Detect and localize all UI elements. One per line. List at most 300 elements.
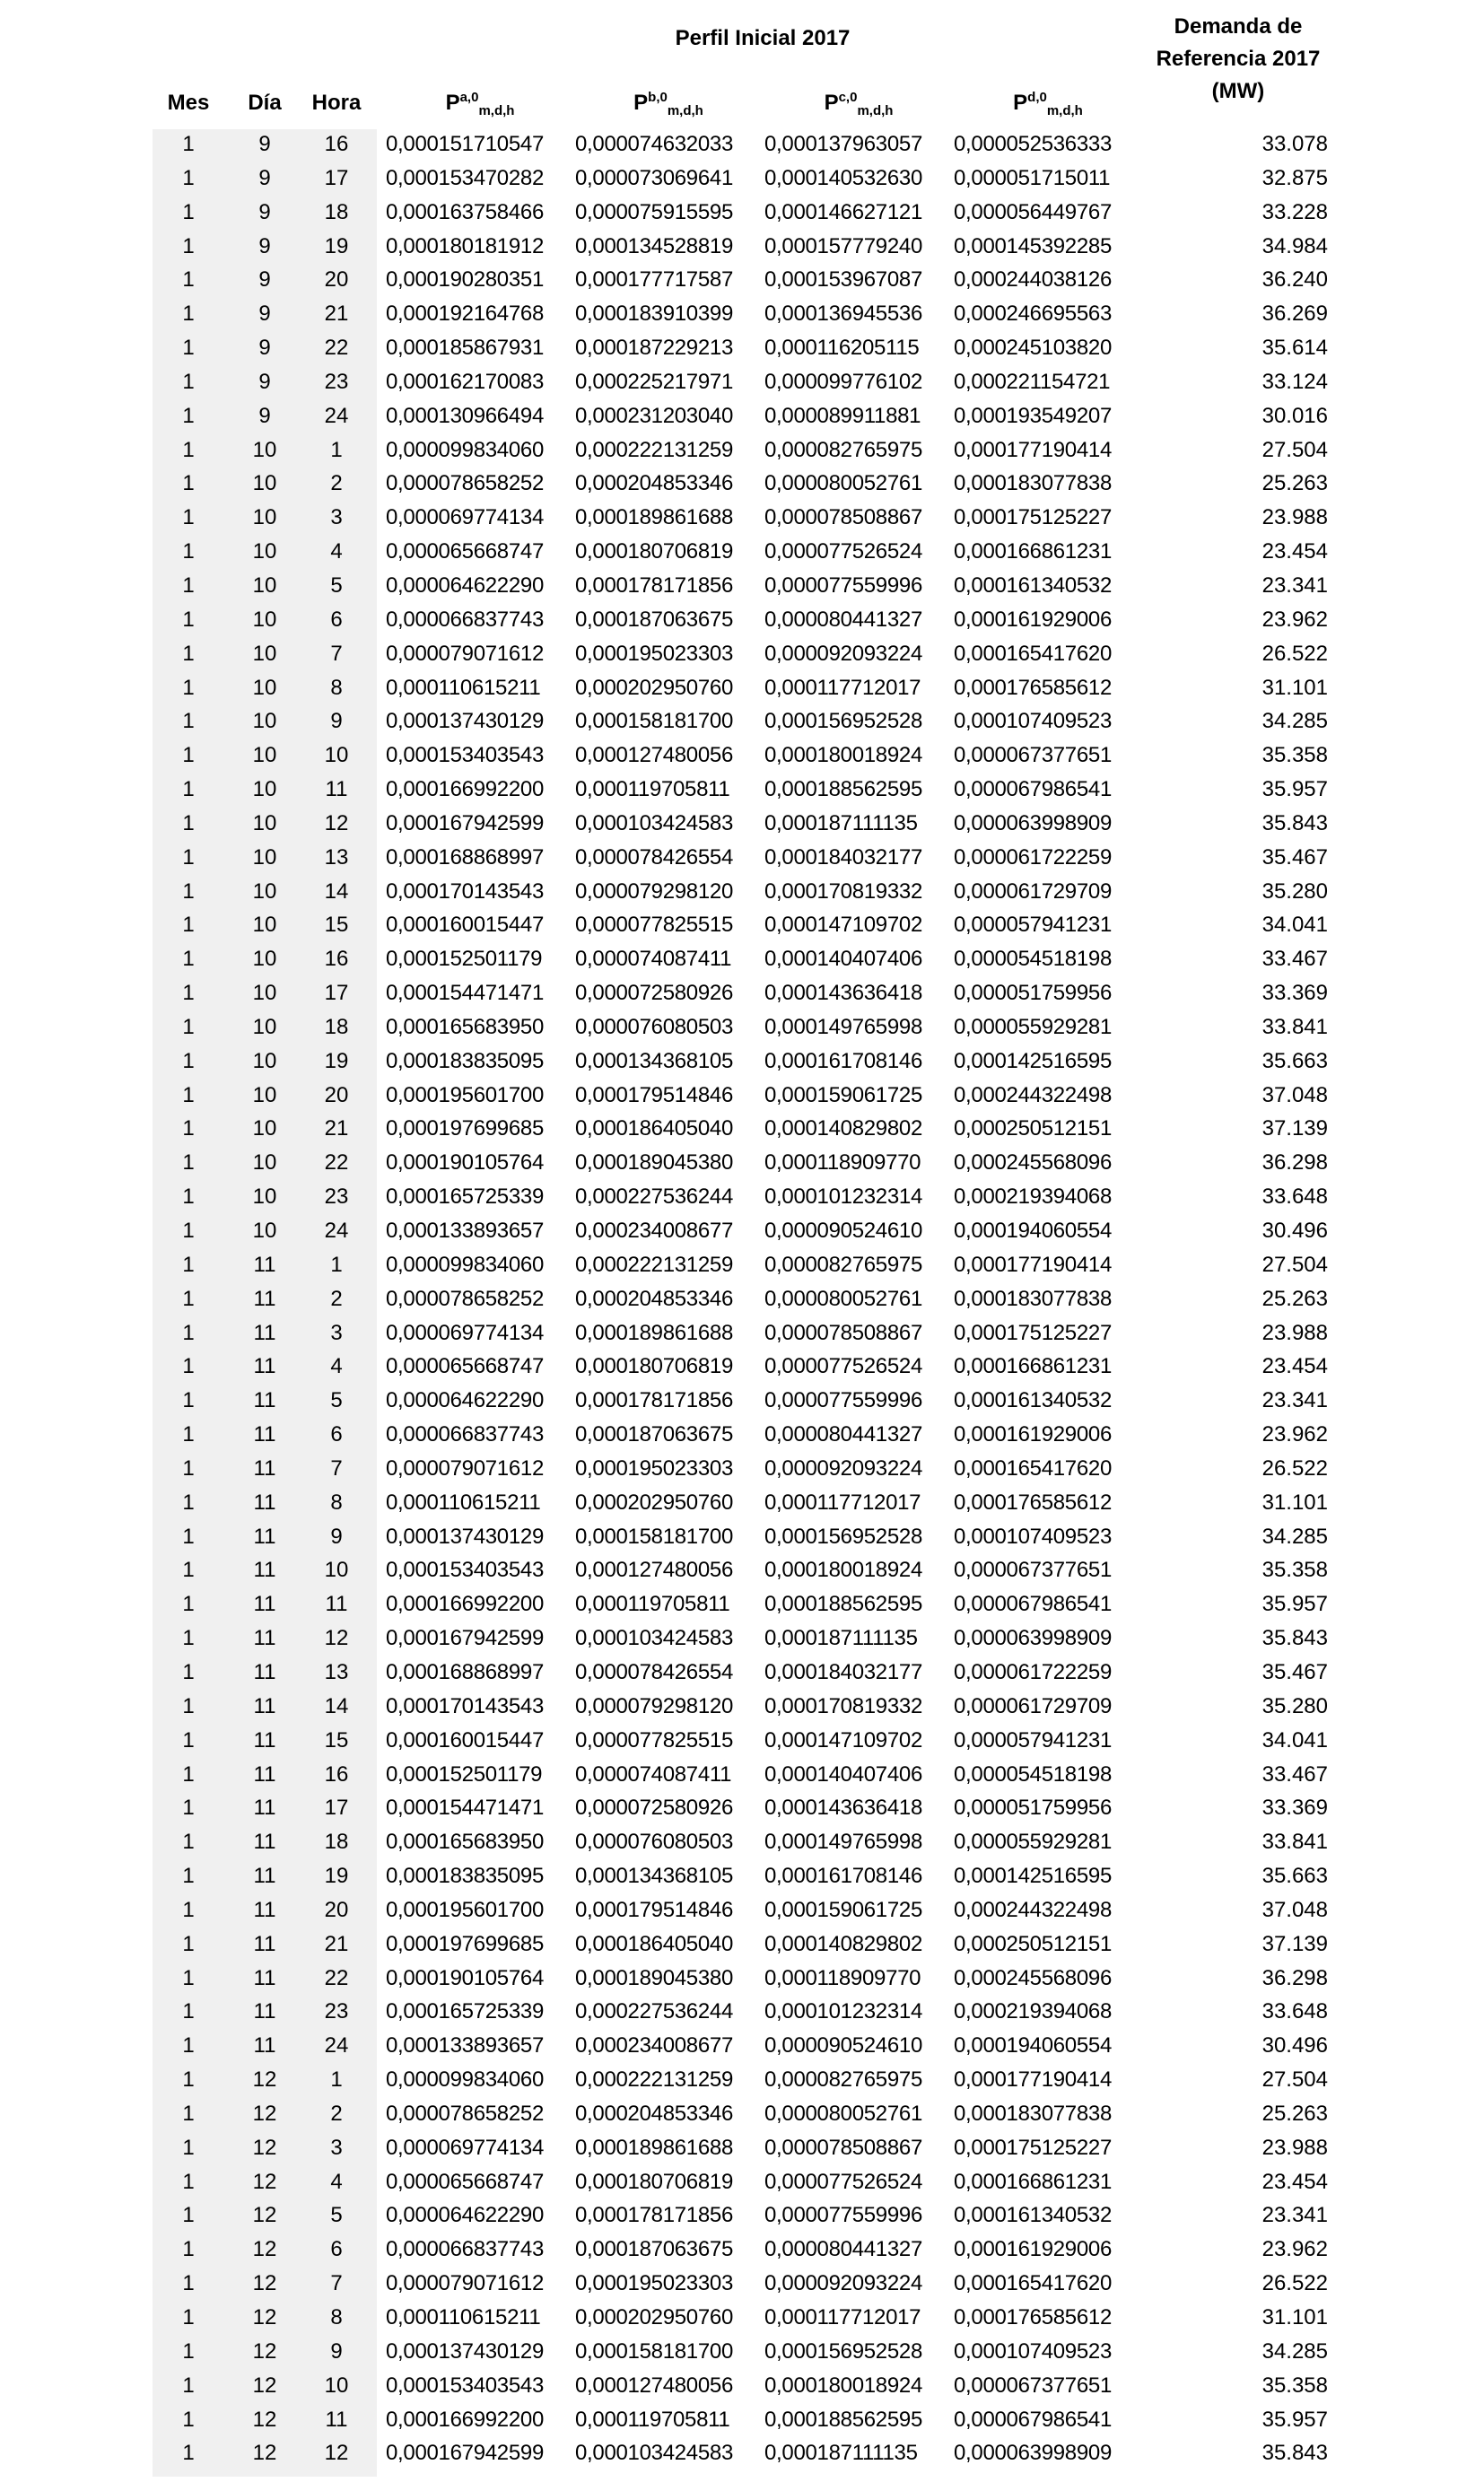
cell-demanda: 37.048: [1261, 1082, 1328, 1107]
cell-mes: 1: [182, 743, 195, 768]
cell-mes: 1: [182, 675, 195, 700]
cell-pc: 0,000078508867: [764, 1320, 922, 1345]
cell-mes: 1: [182, 572, 195, 598]
cell-pb: 0,000158181700: [575, 2338, 733, 2364]
cell-pb: 0,000079298120: [575, 1693, 733, 1718]
cell-demanda: 33.467: [1261, 947, 1328, 972]
cell-demanda: 25.263: [1261, 471, 1328, 496]
cell-mes: 1: [182, 1048, 195, 1073]
cell-pc: 0,000117712017: [764, 1490, 921, 1515]
cell-pc: 0,000080052761: [764, 2101, 922, 2126]
cell-pd: 0,000161929006: [954, 2237, 1112, 2262]
cell-pc: 0,000170819332: [764, 1693, 922, 1718]
table-row: [0, 1962, 1484, 1996]
cell-pa: 0,000190105764: [386, 1965, 544, 1990]
table-row: [0, 1180, 1484, 1214]
cell-demanda: 26.522: [1261, 641, 1328, 666]
cell-dia: 10: [252, 539, 277, 564]
cell-dia: 11: [253, 1965, 276, 1990]
cell-mes: 1: [182, 471, 195, 496]
cell-pc: 0,000092093224: [764, 2271, 922, 2296]
pa-base: P: [445, 91, 460, 115]
cell-pc: 0,000080052761: [764, 471, 922, 496]
cell-pa: 0,000066837743: [386, 1422, 544, 1447]
cell-pc: 0,000080441327: [764, 1422, 922, 1447]
cell-pd: 0,000055929281: [954, 1014, 1112, 1039]
cell-pb: 0,000234008677: [575, 1219, 733, 1243]
cell-pc: 0,000170819332: [764, 878, 922, 904]
cell-dia: 11: [253, 1252, 276, 1277]
cell-hora: 21: [324, 1931, 349, 1956]
table-row: [0, 1146, 1484, 1180]
cell-pa: 0,000185867931: [386, 336, 544, 361]
table-row: [0, 1282, 1484, 1316]
table-row: [0, 1079, 1484, 1113]
cell-dia: 11: [253, 1693, 276, 1718]
cell-pb: 0,000179514846: [575, 1897, 733, 1922]
cell-hora: 15: [324, 913, 349, 938]
demand-header: [1130, 11, 1346, 108]
cell-pb: 0,000079298120: [575, 878, 733, 904]
cell-demanda: 34.984: [1261, 233, 1328, 258]
cell-pc: 0,000149765998: [764, 1830, 922, 1855]
pa-superscript: a,0: [459, 90, 479, 105]
cell-pa: 0,000168868997: [386, 1659, 544, 1684]
cell-demanda: 27.504: [1261, 437, 1328, 462]
cell-mes: 1: [182, 1354, 195, 1379]
cell-pc: 0,000161708146: [764, 1864, 922, 1889]
cell-pd: 0,000055929281: [954, 1830, 1112, 1855]
cell-pb: 0,000076080503: [575, 1830, 733, 1855]
cell-hora: 23: [324, 1184, 349, 1210]
cell-hora: 18: [324, 1014, 349, 1039]
cell-pa: 0,000069774134: [386, 2135, 544, 2160]
cell-dia: 9: [258, 132, 271, 156]
cell-pd: 0,000244038126: [954, 267, 1112, 293]
cell-hora: 22: [324, 1150, 349, 1176]
cell-dia: 11: [253, 1524, 276, 1549]
cell-pc: 0,000187111135: [764, 1626, 918, 1651]
cell-dia: 12: [252, 2373, 277, 2398]
cell-hora: 12: [324, 810, 349, 835]
table-row: [0, 637, 1484, 671]
cell-pd: 0,000175125227: [954, 505, 1112, 530]
cell-pa: 0,000151710547: [386, 132, 544, 156]
cell-pa: 0,000166992200: [386, 777, 544, 802]
cell-pa: 0,000152501179: [386, 947, 543, 972]
cell-demanda: 37.048: [1261, 1897, 1328, 1922]
table-row: [0, 704, 1484, 739]
cell-pb: 0,000204853346: [575, 471, 733, 496]
demand-header-line3: (MW): [1211, 79, 1265, 103]
pd-subscript: m,d,h: [1046, 103, 1083, 118]
cell-hora: 16: [324, 132, 349, 156]
cell-pb: 0,000234008677: [575, 2033, 733, 2058]
cell-mes: 1: [182, 844, 195, 870]
cell-pc: 0,000180018924: [764, 1558, 922, 1583]
table-row: [0, 1724, 1484, 1758]
cell-dia: 11: [253, 1931, 276, 1956]
cell-pc: 0,000080441327: [764, 2237, 922, 2262]
cell-dia: 11: [253, 1864, 276, 1889]
table-row: [0, 603, 1484, 637]
cell-pc: 0,000140407406: [764, 947, 922, 972]
cell-pd: 0,000166861231: [954, 1354, 1112, 1379]
cell-pa: 0,000079071612: [386, 1455, 544, 1481]
table-row: [0, 2097, 1484, 2131]
cell-dia: 10: [252, 947, 277, 972]
cell-demanda: 23.454: [1261, 539, 1328, 564]
table-row: [0, 2403, 1484, 2437]
cell-mes: 1: [182, 777, 195, 802]
cell-pa: 0,000163758466: [386, 199, 544, 224]
cell-demanda: 23.962: [1261, 607, 1328, 632]
cell-pd: 0,000063998909: [954, 1626, 1112, 1651]
cell-pc: 0,000187111135: [764, 2441, 918, 2466]
cell-dia: 11: [253, 1490, 276, 1515]
cell-dia: 9: [258, 369, 271, 394]
table-row: [0, 2131, 1484, 2165]
cell-dia: 12: [252, 2441, 277, 2466]
table-row: [0, 196, 1484, 230]
cell-demanda: 25.263: [1261, 2101, 1328, 2126]
cell-demanda: 23.962: [1261, 2237, 1328, 2262]
cell-dia: 9: [258, 302, 271, 327]
cell-pb: 0,000222131259: [575, 437, 733, 462]
cell-mes: 1: [182, 1727, 195, 1752]
cell-demanda: 35.280: [1261, 1693, 1328, 1718]
cell-pb: 0,000180706819: [575, 539, 733, 564]
cell-demanda: 35.358: [1261, 743, 1328, 768]
cell-demanda: 31.101: [1261, 1490, 1328, 1515]
cell-pd: 0,000221154721: [954, 369, 1111, 394]
cell-pd: 0,000175125227: [954, 1320, 1112, 1345]
cell-mes: 1: [182, 1422, 195, 1447]
cell-demanda: 35.957: [1261, 2407, 1328, 2432]
cell-demanda: 25.263: [1261, 1286, 1328, 1311]
cell-pc: 0,000077526524: [764, 539, 922, 564]
cell-dia: 11: [253, 1659, 276, 1684]
cell-demanda: 35.843: [1261, 1626, 1328, 1651]
cell-hora: 21: [324, 1116, 349, 1141]
cell-dia: 11: [253, 1422, 276, 1447]
cell-pa: 0,000154471471: [386, 1796, 544, 1821]
cell-mes: 1: [182, 132, 195, 156]
cell-demanda: 26.522: [1261, 2271, 1328, 2296]
cell-demanda: 33.467: [1261, 1761, 1328, 1787]
cell-pa: 0,000170143543: [386, 1693, 544, 1718]
cell-pb: 0,000103424583: [575, 1626, 733, 1651]
table-row: [0, 875, 1484, 909]
cell-pc: 0,000082765975: [764, 2067, 922, 2093]
cell-pa: 0,000168868997: [386, 844, 544, 870]
cell-hora: 4: [330, 2169, 343, 2194]
cell-hora: 17: [324, 165, 349, 190]
cell-hora: 15: [324, 1727, 349, 1752]
cell-pd: 0,000107409523: [954, 2338, 1112, 2364]
cell-pa: 0,000153403543: [386, 743, 544, 768]
cell-pa: 0,000078658252: [386, 471, 544, 496]
cell-pa: 0,000110615211: [386, 1490, 541, 1515]
cell-pb: 0,000074087411: [575, 947, 732, 972]
cell-demanda: 23.962: [1261, 1422, 1328, 1447]
cell-demanda: 35.614: [1261, 336, 1328, 361]
cell-dia: 11: [253, 1455, 276, 1481]
table-row: [0, 841, 1484, 875]
cell-pc: 0,000136945536: [764, 302, 922, 327]
cell-pc: 0,000140829802: [764, 1931, 922, 1956]
table-row: [0, 1316, 1484, 1350]
cell-pd: 0,000063998909: [954, 810, 1112, 835]
cell-pc: 0,000159061725: [764, 1082, 922, 1107]
cell-demanda: 27.504: [1261, 1252, 1328, 1277]
cell-mes: 1: [182, 1558, 195, 1583]
cell-demanda: 35.280: [1261, 878, 1328, 904]
cell-pc: 0,000188562595: [764, 2407, 922, 2432]
cell-dia: 9: [258, 199, 271, 224]
table-row: [0, 2233, 1484, 2267]
cell-mes: 1: [182, 878, 195, 904]
cell-pc: 0,000140829802: [764, 1116, 922, 1141]
cell-pb: 0,000180706819: [575, 2169, 733, 2194]
cell-demanda: 30.496: [1261, 2033, 1328, 2058]
cell-dia: 11: [253, 1626, 276, 1651]
cell-pa: 0,000133893657: [386, 1219, 544, 1243]
cell-hora: 2: [330, 471, 343, 496]
cell-dia: 9: [258, 165, 271, 190]
cell-demanda: 33.369: [1261, 1796, 1328, 1821]
cell-pa: 0,000152501179: [386, 1761, 543, 1787]
column-header-pb: [574, 90, 763, 117]
cell-demanda: 26.522: [1261, 1455, 1328, 1481]
cell-hora: 22: [324, 336, 349, 361]
cell-hora: 2: [330, 1286, 343, 1311]
table-row: [0, 1893, 1484, 1927]
table-row: [0, 2369, 1484, 2403]
cell-pb: 0,000187063675: [575, 1422, 733, 1447]
cell-pa: 0,000137430129: [386, 709, 544, 734]
cell-hora: 20: [324, 267, 349, 293]
cell-dia: 10: [252, 437, 277, 462]
cell-pb: 0,000134368105: [575, 1048, 733, 1073]
cell-demanda: 35.957: [1261, 1592, 1328, 1617]
cell-pa: 0,000197699685: [386, 1116, 544, 1141]
cell-pd: 0,000219394068: [954, 1999, 1112, 2024]
cell-pa: 0,000099834060: [386, 1252, 544, 1277]
cell-pd: 0,000063998909: [954, 2441, 1112, 2466]
cell-pd: 0,000052536333: [954, 132, 1112, 156]
cell-dia: 11: [253, 1761, 276, 1787]
cell-hora: 14: [324, 878, 349, 904]
table-row: [0, 1758, 1484, 1792]
cell-pc: 0,000099776102: [764, 369, 922, 394]
cell-mes: 1: [182, 267, 195, 293]
table-row: [0, 331, 1484, 365]
cell-dia: 11: [253, 1354, 276, 1379]
table-row: [0, 2198, 1484, 2233]
cell-mes: 1: [182, 2441, 195, 2466]
cell-demanda: 33.078: [1261, 132, 1328, 156]
cell-pd: 0,000250512151: [954, 1931, 1112, 1956]
cell-mes: 1: [182, 1184, 195, 1210]
cell-pd: 0,000051759956: [954, 981, 1112, 1006]
cell-demanda: 35.663: [1261, 1048, 1328, 1073]
table-row: [0, 1452, 1484, 1486]
cell-hora: 21: [324, 302, 349, 327]
cell-mes: 1: [182, 607, 195, 632]
pc-subscript: m,d,h: [857, 103, 894, 118]
table-title: Perfil Inicial 2017: [675, 26, 851, 50]
cell-pa: 0,000195601700: [386, 1082, 544, 1107]
table-row: [0, 467, 1484, 501]
cell-mes: 1: [182, 810, 195, 835]
cell-pb: 0,000204853346: [575, 2101, 733, 2126]
cell-mes: 1: [182, 1999, 195, 2024]
cell-dia: 10: [252, 1219, 277, 1243]
cell-mes: 1: [182, 2407, 195, 2432]
cell-pd: 0,000145392285: [954, 233, 1112, 258]
cell-dia: 11: [253, 1999, 276, 2024]
cell-pb: 0,000202950760: [575, 2305, 733, 2329]
cell-pa: 0,000183835095: [386, 1048, 544, 1073]
cell-pc: 0,000080441327: [764, 607, 922, 632]
cell-pb: 0,000178171856: [575, 572, 733, 598]
cell-hora: 17: [324, 981, 349, 1006]
cell-pa: 0,000065668747: [386, 1354, 544, 1379]
cell-pc: 0,000140407406: [764, 1761, 922, 1787]
cell-pb: 0,000222131259: [575, 1252, 733, 1277]
cell-pb: 0,000072580926: [575, 981, 733, 1006]
table-row: [0, 671, 1484, 705]
table-row: [0, 1214, 1484, 1248]
cell-pd: 0,000183077838: [954, 2101, 1112, 2126]
pc-superscript: c,0: [838, 90, 858, 105]
column-header-pc: [764, 90, 953, 117]
cell-pc: 0,000089911881: [764, 403, 921, 428]
cell-mes: 1: [182, 1014, 195, 1039]
column-header-pd: [954, 90, 1142, 117]
cell-hora: 18: [324, 1830, 349, 1855]
cell-pd: 0,000054518198: [954, 947, 1112, 972]
cell-pb: 0,000178171856: [575, 1388, 733, 1413]
cell-pb: 0,000119705811: [575, 777, 730, 802]
cell-pc: 0,000117712017: [764, 675, 921, 700]
cell-pd: 0,000176585612: [954, 1490, 1112, 1515]
cell-mes: 1: [182, 1830, 195, 1855]
cell-pd: 0,000161340532: [954, 572, 1112, 598]
table-row: [0, 739, 1484, 773]
cell-pb: 0,000134368105: [575, 1864, 733, 1889]
cell-demanda: 34.041: [1261, 913, 1328, 938]
cell-pd: 0,000183077838: [954, 471, 1112, 496]
cell-hora: 11: [325, 777, 348, 802]
cell-pd: 0,000177190414: [954, 1252, 1112, 1277]
cell-dia: 10: [252, 878, 277, 904]
table-header: [0, 0, 1484, 130]
cell-mes: 1: [182, 1455, 195, 1481]
cell-mes: 1: [182, 2237, 195, 2262]
cell-demanda: 23.341: [1261, 2203, 1328, 2228]
table-row: [0, 1656, 1484, 1690]
cell-dia: 10: [252, 471, 277, 496]
cell-pc: 0,000078508867: [764, 505, 922, 530]
cell-pd: 0,000061722259: [954, 1659, 1112, 1684]
pd-superscript: d,0: [1027, 90, 1047, 105]
cell-pd: 0,000061722259: [954, 844, 1112, 870]
cell-dia: 12: [252, 2101, 277, 2126]
cell-pb: 0,000189861688: [575, 1320, 733, 1345]
table-row: [0, 1418, 1484, 1452]
table-row: [0, 1995, 1484, 2029]
cell-pd: 0,000056449767: [954, 199, 1112, 224]
cell-mes: 1: [182, 1490, 195, 1515]
cell-pa: 0,000165725339: [386, 1184, 544, 1210]
cell-pd: 0,000067377651: [954, 743, 1112, 768]
cell-pc: 0,000077526524: [764, 1354, 922, 1379]
cell-pc: 0,000159061725: [764, 1897, 922, 1922]
cell-pd: 0,000194060554: [954, 2033, 1112, 2058]
cell-demanda: 33.228: [1261, 199, 1328, 224]
cell-mes: 1: [182, 1116, 195, 1141]
cell-mes: 1: [182, 641, 195, 666]
cell-pd: 0,000166861231: [954, 539, 1112, 564]
cell-pc: 0,000101232314: [764, 1184, 922, 1210]
cell-mes: 1: [182, 1524, 195, 1549]
cell-pa: 0,000166992200: [386, 2407, 544, 2432]
cell-hora: 23: [324, 369, 349, 394]
cell-pb: 0,000187063675: [575, 2237, 733, 2262]
table-row: [0, 2335, 1484, 2369]
cell-mes: 1: [182, 1965, 195, 1990]
cell-demanda: 31.101: [1261, 2305, 1328, 2329]
table-row: [0, 127, 1484, 162]
cell-pa: 0,000066837743: [386, 607, 544, 632]
cell-pa: 0,000166992200: [386, 1592, 544, 1617]
cell-pc: 0,000118909770: [764, 1150, 921, 1176]
table-row: [0, 501, 1484, 535]
cell-hora: 7: [330, 1455, 343, 1481]
cell-pb: 0,000179514846: [575, 1082, 733, 1107]
cell-mes: 1: [182, 369, 195, 394]
cell-pd: 0,000165417620: [954, 2271, 1112, 2296]
cell-mes: 1: [182, 1931, 195, 1956]
cell-pd: 0,000107409523: [954, 1524, 1112, 1549]
table-row: [0, 1859, 1484, 1893]
cell-mes: 1: [182, 1761, 195, 1787]
table-row: [0, 1112, 1484, 1146]
cell-dia: 11: [253, 1727, 276, 1752]
table-row: [0, 1587, 1484, 1621]
cell-dia: 10: [252, 844, 277, 870]
cell-dia: 11: [253, 1320, 276, 1345]
table-row: [0, 773, 1484, 807]
table-row: [0, 2301, 1484, 2335]
table-row: [0, 1621, 1484, 1656]
cell-dia: 9: [258, 233, 271, 258]
cell-mes: 1: [182, 2338, 195, 2364]
cell-pa: 0,000162170083: [386, 369, 544, 394]
cell-pb: 0,000189861688: [575, 2135, 733, 2160]
cell-dia: 9: [258, 403, 271, 428]
cell-hora: 12: [324, 2441, 349, 2466]
cell-pb: 0,000075915595: [575, 199, 733, 224]
cell-pd: 0,000176585612: [954, 675, 1112, 700]
cell-pb: 0,000204853346: [575, 1286, 733, 1311]
cell-pa: 0,000064622290: [386, 1388, 544, 1413]
table-row: [0, 2063, 1484, 2097]
cell-pc: 0,000090524610: [764, 1219, 922, 1243]
cell-dia: 10: [252, 1184, 277, 1210]
